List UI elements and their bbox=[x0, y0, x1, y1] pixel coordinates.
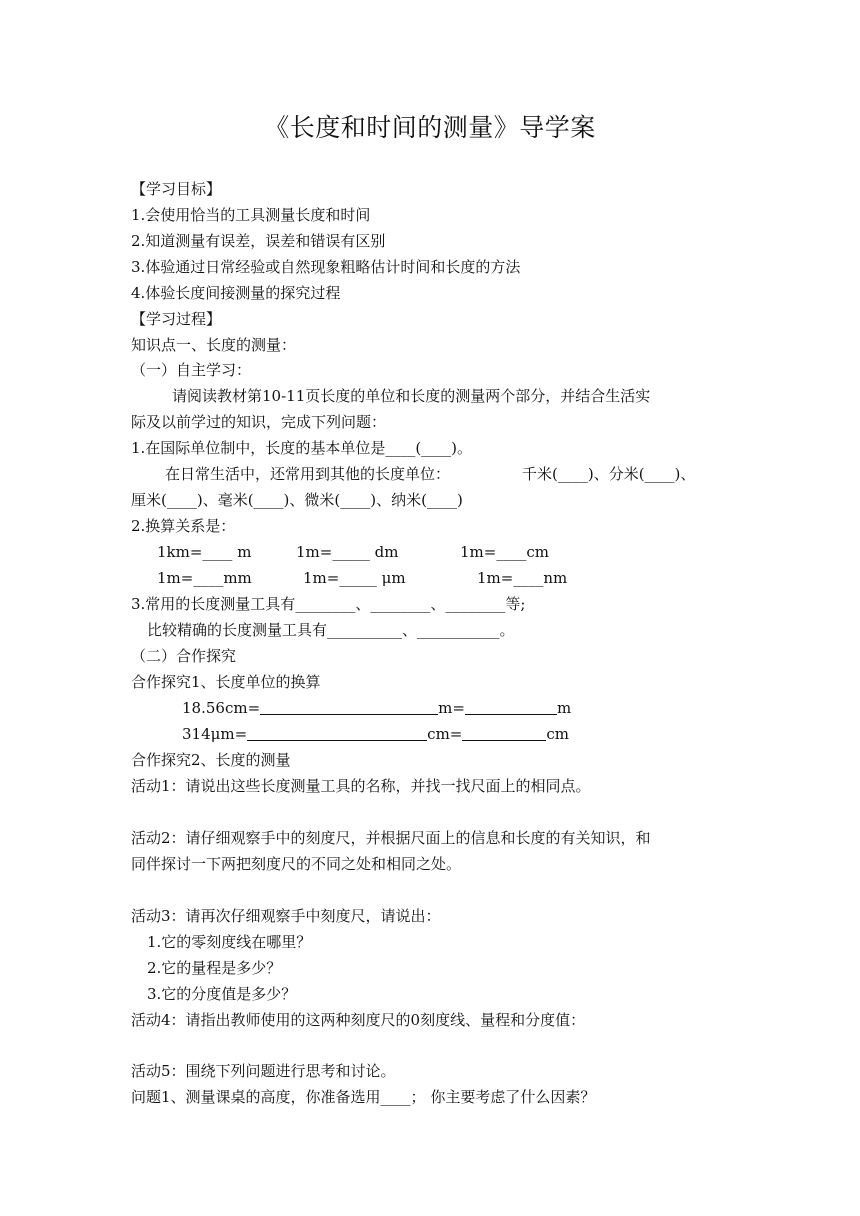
answer-line[interactable] bbox=[260, 699, 438, 715]
activity-4: 活动4：请指出教师使用的这两种刻度尺的0刻度线、量程和分度值： bbox=[131, 1011, 586, 1029]
calc-1-prefix: 18.56cm= bbox=[182, 699, 261, 717]
activity-5: 活动5：围绕下列问题进行思考和讨论。 bbox=[131, 1062, 396, 1080]
conversion-m-nm: 1m=____nm bbox=[477, 569, 568, 587]
calc-row-1 bbox=[182, 698, 571, 718]
conversion-m-um: 1m=_____ μm bbox=[303, 569, 406, 587]
question-3-precise-tools: 比较精确的长度测量工具有__________、___________。 bbox=[147, 621, 515, 639]
objective-1: 1.会使用恰当的工具测量长度和时间 bbox=[131, 206, 371, 224]
conversion-m-dm: 1m=_____ dm bbox=[296, 543, 399, 561]
question-1: 1.在国际单位制中，长度的基本单位是____(____)。 bbox=[131, 439, 473, 457]
conversion-km-m: 1km=____ m bbox=[157, 543, 252, 561]
problem-1: 问题1、测量课桌的高度，你准备选用____； 你主要考虑了什么因素？ bbox=[131, 1088, 596, 1106]
cooperative-heading: （二）合作探究 bbox=[131, 647, 237, 665]
question-1-units-km-dm: 千米(____)、分米(____)、 bbox=[522, 465, 696, 483]
activity-1: 活动1：请说出这些长度测量工具的名称，并找一找尺面上的相同点。 bbox=[131, 777, 591, 795]
activity-3-item-1: 1.它的零刻度线在哪里？ bbox=[147, 933, 312, 951]
self-study-heading: （一）自主学习： bbox=[131, 361, 252, 379]
answer-line[interactable] bbox=[462, 725, 546, 741]
question-2: 2.换算关系是： bbox=[131, 517, 236, 535]
activity-3-item-3: 3.它的分度值是多少？ bbox=[147, 985, 297, 1003]
objective-4: 4.体验长度间接测量的探究过程 bbox=[131, 284, 341, 302]
activity-2-line-1: 活动2：请仔细观察手中的刻度尺，并根据尺面上的信息和长度的有关知识，和 bbox=[131, 829, 651, 847]
question-1-units-intro: 在日常生活中，还常用到其他的长度单位： bbox=[165, 465, 451, 483]
activity-2-line-2: 同伴探讨一下两把刻度尺的不同之处和相同之处。 bbox=[131, 855, 462, 873]
reading-instruction-2: 际及以前学过的知识，完成下列问题： bbox=[131, 413, 387, 431]
conversion-m-cm: 1m=____cm bbox=[460, 543, 549, 561]
cooperative-2: 合作探究2、长度的测量 bbox=[131, 751, 291, 769]
calc-1-mid: m= bbox=[438, 699, 465, 717]
answer-line[interactable] bbox=[247, 725, 427, 741]
objective-3: 3.体验通过日常经验或自然现象粗略估计时间和长度的方法 bbox=[131, 258, 521, 276]
objective-2: 2.知道测量有误差，误差和错误有区别 bbox=[131, 232, 386, 250]
activity-3-item-2: 2.它的量程是多少？ bbox=[147, 959, 282, 977]
question-1-units-cm-nm: 厘米(____)、毫米(____)、微米(____)、纳米(____) bbox=[131, 491, 463, 509]
question-3: 3.常用的长度测量工具有________、________、________等; bbox=[131, 595, 526, 613]
calc-1-suffix: m bbox=[556, 699, 572, 717]
process-heading: 【学习过程】 bbox=[131, 310, 222, 328]
calc-row-2 bbox=[182, 724, 569, 744]
calc-2-prefix: 314μm= bbox=[182, 725, 248, 743]
knowledge-point-1: 知识点一、长度的测量： bbox=[131, 336, 297, 354]
calc-2-mid: cm= bbox=[427, 725, 463, 743]
objectives-heading: 【学习目标】 bbox=[131, 180, 222, 198]
page-title: 《长度和时间的测量》导学案 bbox=[264, 113, 596, 142]
conversion-m-mm: 1m=____mm bbox=[157, 569, 252, 587]
activity-3: 活动3：请再次仔细观察手中刻度尺，请说出： bbox=[131, 907, 441, 925]
calc-2-suffix: cm bbox=[546, 725, 569, 743]
answer-line[interactable] bbox=[465, 699, 557, 715]
cooperative-1: 合作探究1、长度单位的换算 bbox=[131, 673, 321, 691]
reading-instruction-1: 请阅读教材第10-11页长度的单位和长度的测量两个部分，并结合生活实 bbox=[172, 387, 651, 405]
